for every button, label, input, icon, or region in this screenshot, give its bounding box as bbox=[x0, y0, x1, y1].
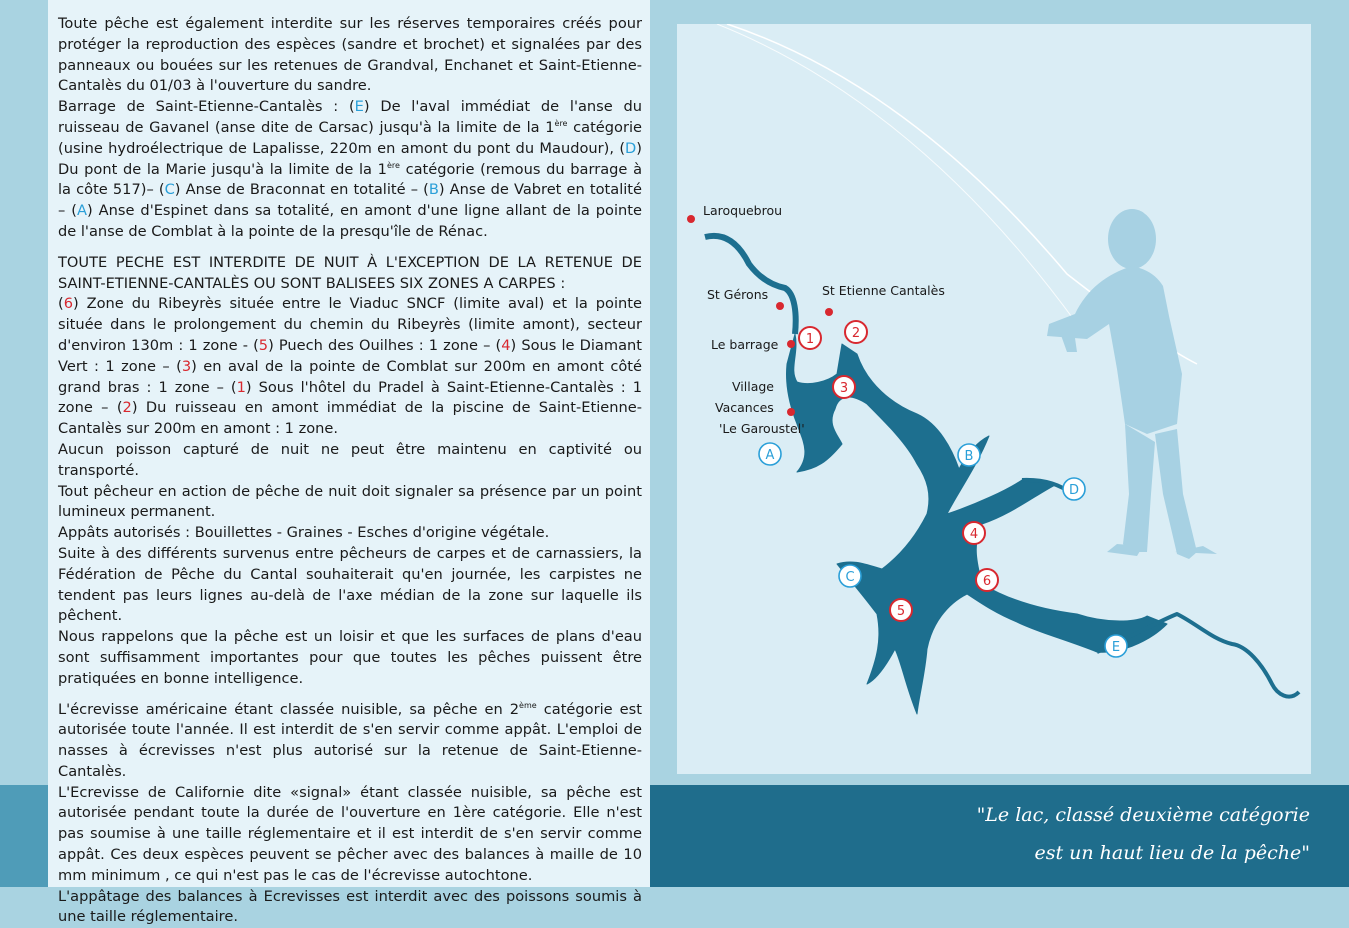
zone-ref-5: 5 bbox=[258, 336, 269, 354]
label-vacances: Vacances bbox=[715, 400, 774, 415]
carp-zone-1 bbox=[799, 327, 821, 349]
fisherman-silhouette-icon bbox=[1047, 209, 1217, 559]
paragraph-carp-zones: (6) Zone du Ribeyrès située entre le Viaduc SNCF (limite aval) et la pointe située dans le prolongement du chemin du Ribeyrès (limite amont), secteur d'environ 130m : 1 zone - (5) Puech des Ouilhes : 1 zone – (4) Sous le Diamant Vert : 1 zone – (3) en aval de la pointe de Comblat sur 200m en amont côté grand bras : 1 zone – (1) Sous l'hôtel du Pradel à Saint-Etienne-Cantalès : 1 zone – (2) Du ruisseau en amont immédiat de la piscine de Saint-Etienne-Cantalès sur 200m en amont : 1 zone. bbox=[58, 295, 642, 438]
label-garoustel: 'Le Garoustel' bbox=[719, 421, 805, 436]
footer-band-accent bbox=[0, 785, 48, 887]
zone-ref-4: 4 bbox=[501, 336, 511, 354]
svg-text:5: 5 bbox=[896, 604, 906, 619]
st-etienne-marker-icon bbox=[825, 308, 833, 316]
zone-ref-E: E bbox=[354, 98, 364, 116]
paragraph-night-light: Tout pêcheur en action de pêche de nuit doit signaler sa présence par un point lumineux permanent. bbox=[58, 482, 642, 521]
svg-text:2: 2 bbox=[851, 326, 861, 341]
zone-ref-B: B bbox=[428, 181, 439, 199]
carp-zone-5 bbox=[890, 599, 912, 621]
paragraph-baits: Appâts autorisés : Bouillettes - Graines - Esches d'origine végétale. bbox=[58, 524, 550, 542]
zone-ref-A: A bbox=[76, 202, 87, 220]
svg-text:B: B bbox=[964, 449, 974, 464]
svg-text:A: A bbox=[765, 448, 775, 463]
village-marker-icon bbox=[787, 408, 795, 416]
st-gerons-marker-icon bbox=[776, 302, 784, 310]
svg-text:4: 4 bbox=[969, 527, 979, 542]
zone-ref-D: D bbox=[625, 139, 637, 157]
label-st-gerons: St Gérons bbox=[707, 287, 769, 302]
svg-text:E: E bbox=[1111, 640, 1121, 655]
reserve-zone-D bbox=[1063, 478, 1085, 500]
carp-zone-4 bbox=[963, 522, 985, 544]
label-st-etienne: St Etienne Cantalès bbox=[822, 283, 945, 298]
carp-zone-3 bbox=[833, 376, 855, 398]
paragraph-crayfish-bait: L'appâtage des balances à Ecrevisses est interdit avec des poissons soumis à une taille réglementaire. bbox=[58, 887, 642, 926]
zone-ref-3: 3 bbox=[181, 357, 192, 375]
label-barrage: Le barrage bbox=[711, 337, 779, 352]
regulations-text bbox=[58, 14, 642, 928]
lake-shape bbox=[705, 236, 1299, 714]
zone-ref-6: 6 bbox=[63, 295, 73, 313]
paragraph-american-crayfish: L'écrevisse américaine étant classée nuisible, sa pêche en 2ème catégorie est autorisée toute l'année. Il est interdit de s'en servir comme appât. L'emploi de nasses à écrevisses n'est plus autorisé sur la retenue de Saint-Etienne-Cantalès. bbox=[58, 700, 642, 780]
carp-zone-6 bbox=[976, 569, 998, 591]
reserve-zone-C bbox=[839, 565, 861, 587]
svg-text:6: 6 bbox=[982, 574, 992, 589]
reserve-zone-E bbox=[1105, 635, 1127, 657]
label-village: Village bbox=[732, 379, 774, 394]
quote-line-1: "Le lac, classé deuxième catégorie bbox=[976, 804, 1310, 826]
reserve-zone-B bbox=[958, 444, 980, 466]
paragraph-dam-reserves: Barrage de Saint-Etienne-Cantalès : (E) De l'aval immédiat de l'anse du ruisseau de Gavanel (anse dite de Carsac) jusqu'à la limite de la 1ère catégorie (usine hydroélectrique de Lapalisse, 220m en amont du pont du Maudour), (D) Du pont de la Marie jusqu'à la limite de la 1ère catégorie (remous du barrage à la côte 517)– (C) Anse de Braconnat en totalité – (B) Anse de Vabret en totalité – (A) Anse d'Espinet dans sa totalité, en amont d'une ligne allant de la pointe de l'anse de Comblat à la pointe de la presqu'île de Rénac. bbox=[58, 98, 643, 240]
paragraph-night-captivity: Aucun poisson capturé de nuit ne peut être maintenu en captivité ou transporté. bbox=[58, 440, 642, 479]
barrage-marker-icon bbox=[787, 340, 795, 348]
label-laroquebrou: Laroquebrou bbox=[703, 203, 783, 218]
svg-text:1: 1 bbox=[805, 332, 815, 347]
fishing-line-secondary bbox=[717, 24, 1077, 324]
reserve-zone-A bbox=[759, 443, 781, 465]
svg-text:D: D bbox=[1068, 483, 1080, 498]
lake-map bbox=[677, 24, 1311, 774]
paragraph-night-fishing-title: TOUTE PECHE EST INTERDITE DE NUIT À L'EXCEPTION DE LA RETENUE DE SAINT-ETIENNE-CANTALÈS OU SONT BALISEES SIX ZONES A CARPES : bbox=[58, 253, 642, 292]
paragraph-disputes: Suite à des différents survenus entre pêcheurs de carpes et de carnassiers, la Fédération de Pêche du Cantal souhaiterait qu'en journée, les carpistes ne tendent pas leurs lignes au-delà de l'axe médian de la zone sur laquelle ils pêchent. bbox=[58, 544, 642, 625]
paragraph-signal-crayfish: L'Ecrevisse de Californie dite «signal» étant classée nuisible, sa pêche est autorisée pendant toute la durée de l'ouverture en 1ère catégorie. Elle n'est pas soumise à une taille réglementaire et il est interdit de s'en servir comme appât. Ces deux espèces peuvent se pêcher avec des balances à maille de 10 mm minimum , ce qui n'est pas le cas de l'écrevisse autochtone. bbox=[58, 783, 642, 884]
zone-ref-C: C bbox=[164, 181, 175, 199]
regulations-panel bbox=[48, 0, 650, 926]
paragraph-temporary-reserves: Toute pêche est également interdite sur les réserves temporaires créés pour protéger la reproduction des espèces (sandre et brochet) et signalées par des panneaux ou bouées sur les retenues de Grandval, Enchanet et Saint-Etienne-Cantalès du 01/03 à l'ouverture du sandre. bbox=[58, 15, 642, 95]
quote-line-2: est un haut lieu de la pêche" bbox=[1034, 842, 1310, 864]
paragraph-leisure: Nous rappelons que la pêche est un loisir et que les surfaces de plans d'eau sont suffisamment importantes pour que toutes les pêches puissent être pratiquées en bonne intelligence. bbox=[58, 628, 642, 687]
lake-quote bbox=[900, 796, 1310, 872]
lake-map-panel bbox=[677, 24, 1311, 774]
svg-text:C: C bbox=[845, 570, 855, 585]
zone-ref-1: 1 bbox=[236, 378, 246, 396]
carp-zone-2 bbox=[845, 321, 867, 343]
svg-text:3: 3 bbox=[839, 381, 849, 396]
laroquebrou-marker-icon bbox=[687, 215, 695, 223]
zone-ref-2: 2 bbox=[122, 399, 132, 417]
